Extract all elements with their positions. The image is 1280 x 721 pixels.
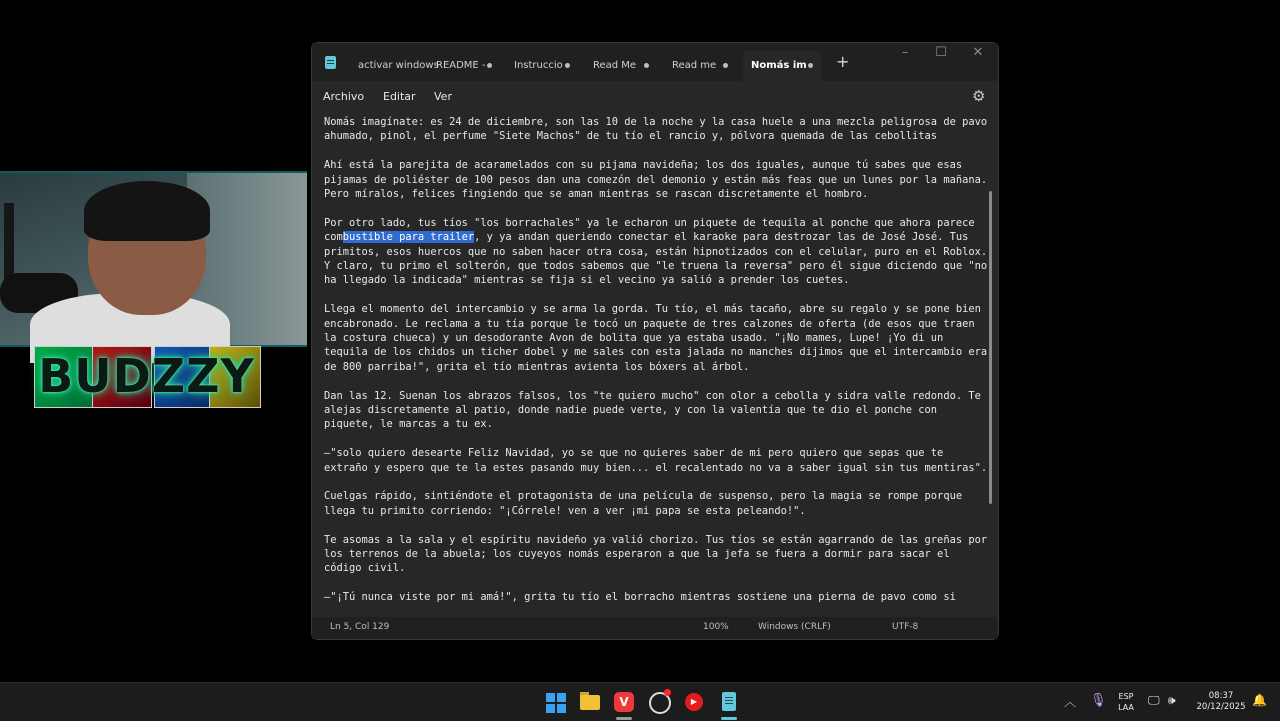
- minimize-button[interactable]: [890, 45, 920, 60]
- paragraph: Cuelgas rápido, sintiéndote el protagonista de una película de suspenso, pero la magia se rompe porque llega tu primito corriendo: "¡Córrele! ven a ver ¡mi papa se esta peleando!".: [324, 490, 963, 517]
- tab-bar: [312, 43, 998, 81]
- text-editor[interactable]: [312, 115, 998, 617]
- folder-icon: [580, 695, 600, 710]
- language-indicator[interactable]: ESP LAA: [1118, 692, 1134, 712]
- paragraph: Por otro lado, tus tíos "los borrachales" ya le echaron un piquete de tequila al ponche que ahora parece combustible para trailer, y ya andan queriendo conectar el karaoke para destrozar las de José José. Tus primitos, esos huercos que no saben hacer otra cosa, están hipnotizados con el celular, puro en el Roblox. Y claro, tu primo el solterón, que todos sabemos que "le truena la reversa" pero él sigue diciendo que "no ha llegado la indicada" mientras se fija si el vecino ya salió a prender los cuetes.: [324, 216, 988, 287]
- paragraph: Dan las 12. Suenan los abrazos falsos, los "te quiero mucho" con olor a cebolla y sidra valle redondo. Te alejas discretamente al patio, donde nadie puede verte, y con la valentía que te dio el ponche con piquete, le marcas a tu ex.: [324, 389, 981, 431]
- zoom-level[interactable]: 100%: [703, 622, 729, 632]
- unsaved-dot-icon: [723, 63, 728, 68]
- chevron-up-icon: ︿: [1064, 695, 1077, 709]
- paragraph: —"¡Tú nunca viste por mi amá!", grita tu tío el borracho mientras sostiene una pierna de pavo como si: [324, 591, 956, 604]
- notepad-app-icon: [325, 56, 336, 69]
- notifications-icon[interactable]: 🔔: [1252, 693, 1267, 707]
- maximize-button[interactable]: [926, 45, 956, 60]
- webcam-feed: [0, 171, 307, 347]
- unsaved-dot-icon: [487, 63, 492, 68]
- cursor-position: Ln 5, Col 129: [330, 622, 390, 632]
- gear-icon: ⚙: [972, 87, 986, 105]
- line-ending[interactable]: Windows (CRLF): [758, 622, 831, 632]
- microphone-in-use-icon[interactable]: 🎙: [1090, 693, 1107, 708]
- notepad-window: [311, 42, 999, 640]
- encoding[interactable]: UTF-8: [892, 622, 919, 632]
- menu-ver[interactable]: Ver: [434, 90, 452, 103]
- show-hidden-icons-button[interactable]: [1064, 693, 1076, 710]
- close-button[interactable]: [963, 45, 993, 60]
- paragraph: Llega el momento del intercambio y se arma la gorda. Tu tío, el más tacaño, abre su regalo y se pone bien encabronado. Le reclama a tu tía porque le tocó un paquete de tres calzones de oferta (de esos que traen la costura chueca) y un desodorante Avon de bolita que ya estaba usado. "¡No mames, Lupe! ¡Yo di un tequila de los chidos un ticher dobel y me sales con esta jalada no manches dijimos que el intercambio era de 800 parriba!", grita el tío mientras avienta los bóxers al árbol.: [324, 303, 988, 373]
- tab-instrucciones[interactable]: Instruccio: [506, 50, 578, 81]
- windows-icon: [546, 693, 555, 702]
- maximize-icon: ☐: [935, 45, 947, 60]
- unsaved-dot-icon: [644, 63, 649, 68]
- unsaved-dot-icon: [808, 63, 813, 68]
- settings-button[interactable]: [972, 87, 985, 105]
- obs-button[interactable]: [646, 689, 672, 715]
- tab-nomas-imaginate[interactable]: Nomás im: [743, 50, 821, 81]
- paragraph: Nomás imagínate: es 24 de diciembre, son las 10 de la noche y la casa huele a una mezcla peligrosa de pavo ahumado, pinol, el perfume "Siete Machos" de tu tío el rancio y, pólvora quemada de las cebollitas: [324, 116, 988, 143]
- menu-bar: [312, 81, 998, 115]
- minimize-icon: –: [901, 45, 909, 60]
- tab-activar-windows[interactable]: activar windows: [358, 60, 439, 71]
- volume-icon[interactable]: 🕪: [1168, 693, 1176, 707]
- start-button[interactable]: [542, 689, 568, 715]
- stream-logo-text: BUDZZY: [38, 349, 255, 403]
- menu-archivo[interactable]: Archivo: [323, 90, 365, 103]
- running-indicator: [616, 717, 632, 720]
- unsaved-dot-icon: [565, 63, 570, 68]
- notepad-icon: [722, 692, 736, 711]
- plus-icon: +: [836, 52, 850, 71]
- vertical-scrollbar[interactable]: [989, 191, 992, 504]
- status-bar: [312, 617, 998, 639]
- recording-dot-icon: [664, 689, 671, 696]
- active-indicator: [721, 717, 737, 720]
- taskbar: [0, 682, 1280, 721]
- document-text: [324, 115, 988, 619]
- stream-logo: [34, 346, 259, 406]
- clock[interactable]: 08:37 20/12/2025: [1196, 691, 1246, 712]
- tab-read-me[interactable]: Read Me: [585, 50, 657, 81]
- play-icon: ▶: [685, 693, 703, 711]
- notepad-taskbar-button[interactable]: [716, 689, 742, 715]
- vivaldi-icon: V: [614, 692, 634, 712]
- vivaldi-button[interactable]: [611, 689, 637, 715]
- paragraph: —"solo quiero desearte Feliz Navidad, yo se que no quieres saber de mi pero quiero que sepas que te extraño y espero que te la estes pasando muy bien... el recalentado no va a saber igual sin tus mentiras".: [324, 447, 988, 474]
- new-tab-button[interactable]: [836, 52, 849, 71]
- paragraph: Te asomas a la sala y el espíritu navideño ya valió chorizo. Tus tíos se están agarrando de las greñas por los terrenos de la abuela; los cuyeyos nomás esperaron a que la jefa se fuera a dormir para sacar el código civil.: [324, 533, 988, 575]
- tab-readme[interactable]: README -: [428, 50, 500, 81]
- paragraph: Ahí está la parejita de acaramelados con su pijama navideña; los dos iguales, aunque tú sabes que esas pijamas de poliéster de 100 pesos dan una comezón del demonio y están más feas que un lunes por la mañana. Pero míralos, felices fingiendo que se aman mientras se rascan discretamente el hombro.: [324, 159, 988, 201]
- menu-editar[interactable]: Editar: [383, 90, 416, 103]
- file-explorer-button[interactable]: [577, 689, 603, 715]
- youtube-music-button[interactable]: [681, 689, 707, 715]
- network-icon[interactable]: 🖵: [1148, 693, 1160, 707]
- tab-read-me-2[interactable]: Read me: [664, 50, 736, 81]
- text-selection: bustible para trailer: [342, 231, 475, 244]
- close-icon: ✕: [972, 45, 984, 60]
